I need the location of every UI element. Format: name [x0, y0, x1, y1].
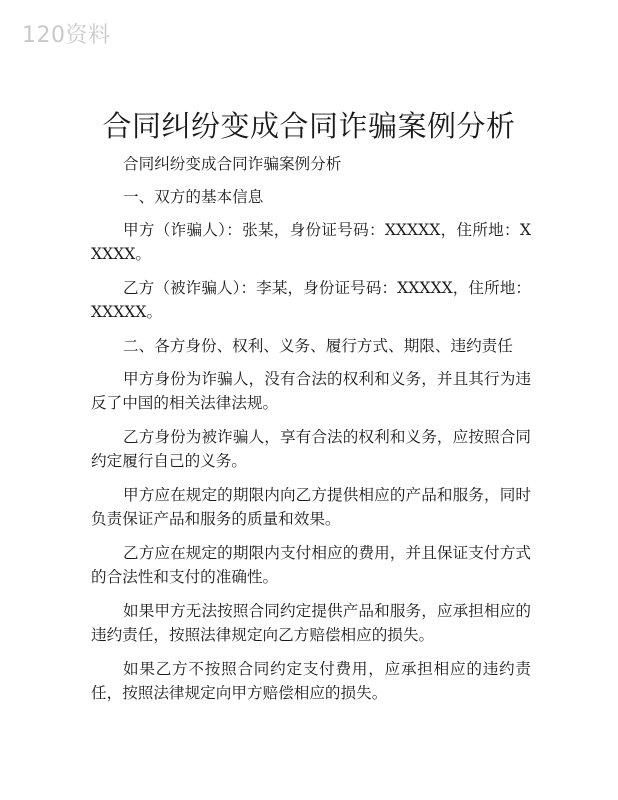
document-body — [91, 152, 531, 715]
subtitle-paragraph: 合同纠纷变成合同诈骗案例分析 — [123, 155, 342, 173]
party-a-breach-liability: 如果甲方无法按照合同约定提供产品和服务，应承担相应的违约责任，按照法律规定向乙方赔偿相应的损失。 — [91, 602, 531, 644]
watermark: 120资料 — [22, 23, 111, 48]
party-a-info: 甲方（诈骗人）：张某，身份证号码：XXXXX，住所地：XXXXX。 — [91, 221, 531, 263]
section-heading-basic-info: 一、双方的基本信息 — [123, 188, 264, 206]
document-title: 合同纠纷变成合同诈骗案例分析 — [102, 109, 516, 143]
party-b-obligation: 乙方应在规定的期限内支付相应的费用，并且保证支付方式的合法性和支付的准确性。 — [91, 544, 531, 586]
party-b-breach-liability: 如果乙方不按照合同约定支付费用，应承担相应的违约责任，按照法律规定向甲方赔偿相应的损失。 — [91, 660, 531, 702]
party-a-identity: 甲方身份为诈骗人，没有合法的权利和义务，并且其行为违反了中国的相关法律法规。 — [91, 370, 531, 412]
party-b-identity: 乙方身份为被诈骗人，享有合法的权利和义务，应按照合同约定履行自己的义务。 — [91, 428, 531, 470]
party-a-obligation: 甲方应在规定的期限内向乙方提供相应的产品和服务，同时负责保证产品和服务的质量和效果。 — [91, 486, 531, 528]
section-heading-obligations: 二、各方身份、权利、义务、履行方式、期限、违约责任 — [123, 337, 513, 355]
party-b-info: 乙方（被诈骗人）：李某，身份证号码：XXXXX，住所地：XXXXX。 — [91, 279, 531, 321]
